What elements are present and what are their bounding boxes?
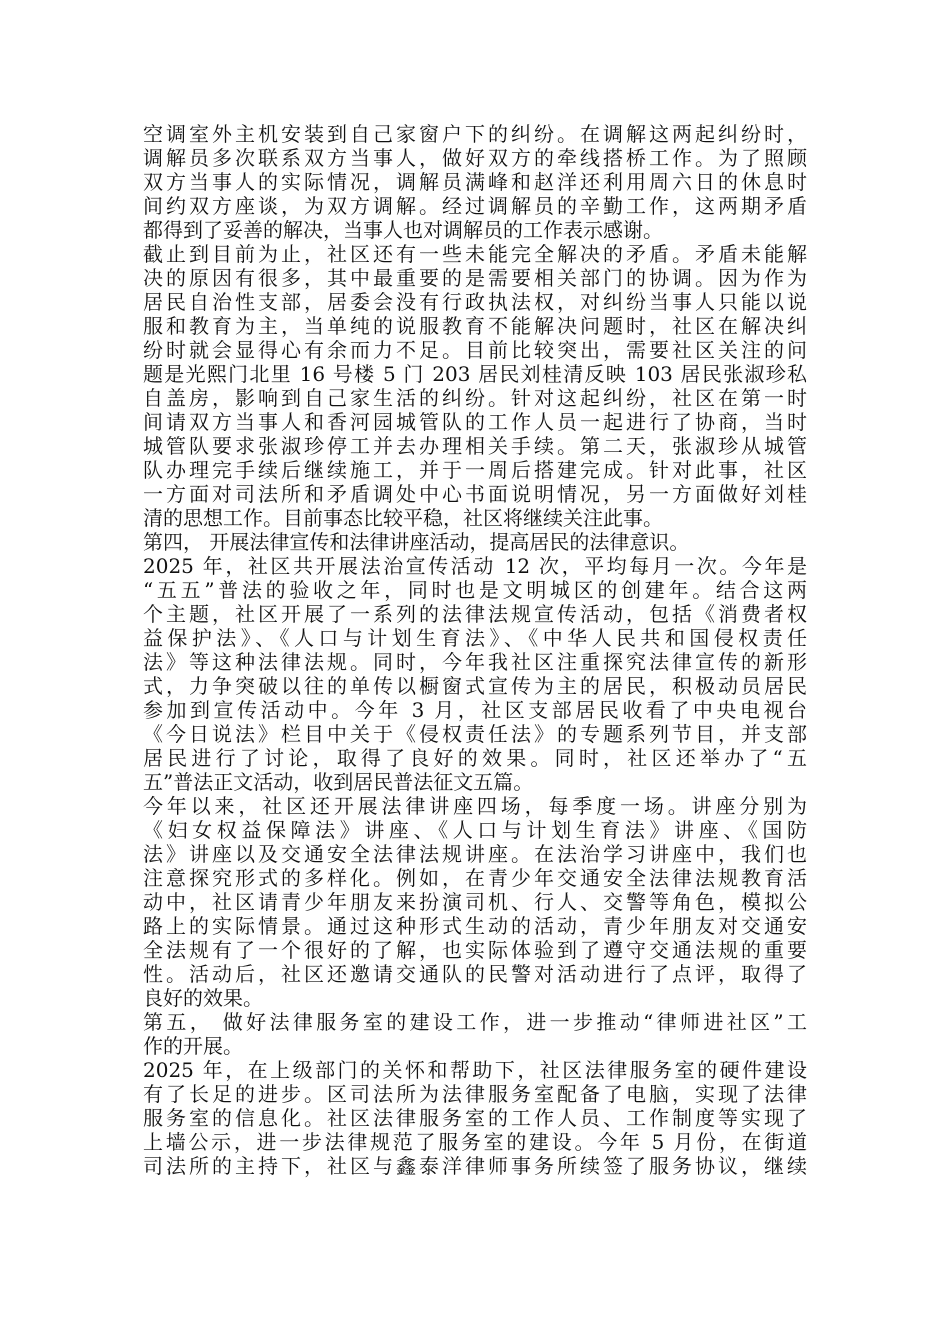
text-line: 注意探究形式的多样化。例如，在青少年交通安全法律法规教育活 [143,866,807,890]
text-line: 一方面对司法所和矛盾调处中心书面说明情况，另一方面做好刘桂 [143,482,807,506]
section-heading: 作的开展。 [143,1034,243,1058]
text-line: 性。活动后，社区还邀请交通队的民警对活动进行了点评，取得了 [143,962,807,986]
text-line: 居民自治性支部，居委会没有行政执法权，对纠纷当事人只能以说 [143,290,807,314]
text-line: 法》讲座以及交通安全法律法规讲座。在法治学习讲座中，我们也 [143,842,807,866]
text-line: 良好的效果。 [143,986,263,1010]
text-line: 有了长足的进步。区司法所为法律服务室配备了电脑，实现了法律 [143,1082,807,1106]
text-line: 居民进行了讨论，取得了良好的效果。同时，社区还举办了“五 [143,746,807,770]
text-line: 《今日说法》栏目中关于《侵权责任法》的专题系列节目，并支部 [143,722,807,746]
text-line: 间约双方座谈，为双方调解。经过调解员的辛勤工作，这两期矛盾 [143,194,807,218]
text-line: 益保护法》、《人口与计划生育法》、《中华人民共和国侵权责任 [143,626,807,650]
text-line: 服和教育为主，当单纯的说服教育不能解决问题时，社区在解决纠 [143,314,807,338]
text-line: 法》等这种法律法规。同时，今年我社区注重探究法律宣传的新形 [143,650,807,674]
text-line: 参加到宣传活动中。今年 3 月，社区支部居民收看了中央电视台 [143,698,807,722]
text-line: 个主题，社区开展了一系列的法律法规宣传活动，包括《消费者权 [143,602,807,626]
text-line: 2025 年，社区共开展法治宣传活动 12 次，平均每月一次。今年是 [143,554,807,578]
text-line: 截止到目前为止，社区还有一些未能完全解决的矛盾。矛盾未能解 [143,242,807,266]
text-line: 五”普法正文活动，收到居民普法征文五篇。 [143,770,534,794]
text-line: 2025 年，在上级部门的关怀和帮助下，社区法律服务室的硬件建设 [143,1058,807,1082]
text-line: 调解员多次联系双方当事人，做好双方的牵线搭桥工作。为了照顾 [143,146,807,170]
text-line: 司法所的主持下，社区与鑫泰洋律师事务所续签了服务协议，继续 [143,1154,807,1178]
text-line: 路上的实际情景。通过这种形式生动的活动，青少年朋友对交通安 [143,914,807,938]
text-line: “五五”普法的验收之年，同时也是文明城区的创建年。结合这两 [143,578,807,602]
text-line: 都得到了妥善的解决，当事人也对调解员的工作表示感谢。 [143,218,663,242]
text-line: 队办理完手续后继续施工，并于一周后搭建完成。针对此事，社区 [143,458,807,482]
text-line: 上墙公示，进一步法律规范了服务室的建设。今年 5 月份，在街道 [143,1130,807,1154]
text-line: 全法规有了一个很好的了解，也实际体验到了遵守交通法规的重要 [143,938,807,962]
text-line: 空调室外主机安装到自己家窗户下的纠纷。在调解这两起纠纷时， [143,122,807,146]
text-line: 间请双方当事人和香河园城管队的工作人员一起进行了协商，当时 [143,410,807,434]
text-line: 清的思想工作。目前事态比较平稳，社区将继续关注此事。 [143,506,663,530]
section-heading: 第四， 开展法律宣传和法律讲座活动，提高居民的法律意识。 [143,530,690,554]
text-line: 题是光熙门北里 16 号楼 5 门 203 居民刘桂清反映 103 居民张淑珍私 [143,362,807,386]
text-line: 决的原因有很多，其中最重要的是需要相关部门的协调。因为作为 [143,266,807,290]
text-line: 纷时就会显得心有余而力不足。目前比较突出，需要社区关注的问 [143,338,807,362]
text-line: 式，力争突破以往的单传以橱窗式宣传为主的居民，积极动员居民 [143,674,807,698]
text-line: 双方当事人的实际情况，调解员满峰和赵洋还利用周六日的休息时 [143,170,807,194]
text-line: 《妇女权益保障法》讲座、《人口与计划生育法》讲座、《国防 [143,818,807,842]
text-line: 今年以来，社区还开展法律讲座四场，每季度一场。讲座分别为 [143,794,807,818]
document-body [143,122,807,1178]
text-line: 服务室的信息化。社区法律服务室的工作人员、工作制度等实现了 [143,1106,807,1130]
section-heading: 第五， 做好法律服务室的建设工作，进一步推动“律师进社区”工 [143,1010,807,1034]
text-line: 动中，社区请青少年朋友来扮演司机、行人、交警等角色，模拟公 [143,890,807,914]
text-line: 城管队要求张淑珍停工并去办理相关手续。第二天，张淑珍从城管 [143,434,807,458]
text-line: 自盖房，影响到自己家生活的纠纷。针对这起纠纷，社区在第一时 [143,386,807,410]
